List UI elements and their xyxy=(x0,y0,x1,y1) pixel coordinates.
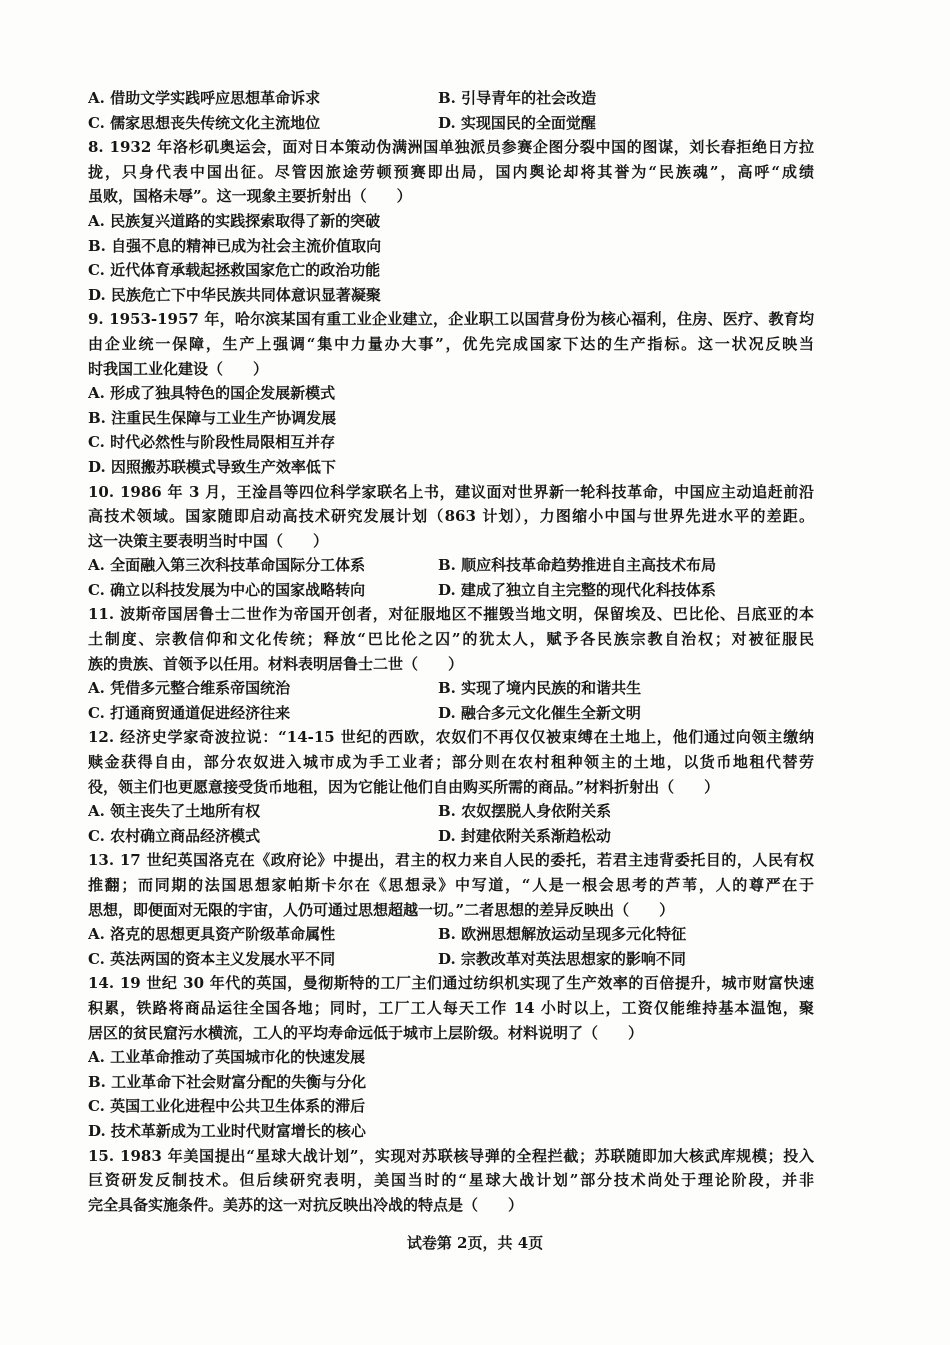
q9-option-a: A. 形成了独具特色的国企发展新模式 xyxy=(88,384,336,403)
q10-option-d: D. 建成了独立自主完整的现代化科技体系 xyxy=(438,580,716,599)
q10-option-b: B. 顺应科技革命趋势推进自主高技术布局 xyxy=(438,556,717,575)
q11-options-row-1 xyxy=(88,676,814,701)
q12-option-a: A. 领主丧失了土地所有权 xyxy=(88,802,261,821)
q9-option-b: B. 注重民生保障与工业生产协调发展 xyxy=(88,408,337,427)
q13-option-b: B. 欧洲思想解放运动呈现多元化特征 xyxy=(438,925,687,944)
q8-stem-line-3: 虽败，国格未辱”。这一现象主要折射出（ ） xyxy=(88,187,412,206)
page-footer: 试卷第 2页，共 4页 xyxy=(406,1234,544,1252)
q13-option-c: C. 英法两国的资本主义发展水平不同 xyxy=(88,949,336,968)
q13-stem-line-3: 思想，即便面对无限的宇宙，人仍可通过思想超越一切。”二者思想的差异反映出（ ） xyxy=(88,900,675,919)
q15-stem-line-1: 15. 1983 年美国提出“星球大战计划”，实现对苏联核导弹的全程拦截；苏联随即加大核武库规模；投入 xyxy=(88,1146,814,1165)
q10-stem-line-1: 10. 1986 年 3 月，王淦昌等四位科学家联名上书，建议面对世界新一轮科技革命，中国应主动追赶前沿 xyxy=(88,482,814,501)
q8-stem-line-1: 8. 1932 年洛杉矶奥运会，面对日本策动伪满洲国单独派员参赛企图分裂中国的图谋，刘长春拒绝日方拉 xyxy=(88,138,814,157)
q14-stem-line-1: 14. 19 世纪 30 年代的英国，曼彻斯特的工厂主们通过纺织机实现了生产效率的百倍提升，城市财富快速 xyxy=(88,974,814,993)
q12-options-row-2 xyxy=(88,824,814,849)
q13-option-a: A. 洛克的思想更具资产阶级革命属性 xyxy=(88,925,336,944)
q7-option-c: C. 儒家思想丧失传统文化主流地位 xyxy=(88,113,321,132)
q13-option-d: D. 宗教改革对英法思想家的影响不同 xyxy=(438,949,686,968)
q7-option-a: A. 借助文学实践呼应思想革命诉求 xyxy=(88,89,321,107)
q13-options-row-1 xyxy=(88,922,814,947)
q12-option-c: C. 农村确立商品经济模式 xyxy=(88,826,261,845)
q10-option-c: C. 确立以科技发展为中心的国家战略转向 xyxy=(88,580,366,599)
q8-option-c: C. 近代体育承载起拯救国家危亡的政治功能 xyxy=(88,261,381,280)
q10-options-row-1 xyxy=(88,553,814,578)
q14-option-a: A. 工业革命推动了英国城市化的快速发展 xyxy=(88,1048,366,1067)
q14-stem-line-3: 居区的贫民窟污水横流，工人的平均寿命远低于城市上层阶级。材料说明了（ ） xyxy=(88,1023,644,1042)
q13-stem-line-2: 推翻；而同期的法国思想家帕斯卡尔在《思想录》中写道，“人是一根会思考的芦苇，人的尊严在于 xyxy=(88,876,814,894)
q7-options-row-2 xyxy=(88,111,814,136)
q12-stem-line-2: 赎金获得自由，部分农奴进入城市成为手工业者；部分则在农村租种领主的土地，以货币地租代替劳 xyxy=(88,753,814,772)
q14-option-b: B. 工业革命下社会财富分配的失衡与分化 xyxy=(88,1072,367,1091)
q14-option-c: C. 英国工业化进程中公共卫生体系的滞后 xyxy=(88,1097,366,1116)
q14-stem-line-2: 积累，铁路将商品运往全国各地；同时，工厂工人每天工作 14 小时以上，工资仅能维持基本温饱，聚 xyxy=(88,998,814,1017)
q10-option-a: A. 全面融入第三次科技革命国际分工体系 xyxy=(88,556,366,575)
exam-content xyxy=(88,86,814,1217)
q11-option-c: C. 打通商贸通道促进经济往来 xyxy=(88,703,291,722)
q14-option-d: D. 技术革新成为工业时代财富增长的核心 xyxy=(88,1121,366,1140)
q12-stem-line-3: 役，领主们也更愿意接受货币地租，因为它能让他们自由购买所需的商品。”材料折射出（ ） xyxy=(88,777,720,796)
q10-stem-line-2: 高技术领域。国家随即启动高技术研究发展计划（863 计划），力图缩小中国与世界先进水平的差距。 xyxy=(88,507,814,526)
q9-stem-line-2: 由企业统一保障，生产上强调“集中力量办大事”，优先完成国家下达的生产指标。这一状况反映当 xyxy=(88,334,814,353)
q8-option-a: A. 民族复兴道路的实践探索取得了新的突破 xyxy=(88,211,381,230)
q12-stem-line-1: 12. 经济史学家奇波拉说：“14-15 世纪的西欧，农奴们不再仅仅被束缚在土地上，他们通过向领主缴纳 xyxy=(88,728,814,747)
q10-stem-line-3: 这一决策主要表明当时中国（ ） xyxy=(88,531,329,550)
q15-stem-line-3: 完全具备实施条件。美苏的这一对抗反映出冷战的特点是（ ） xyxy=(88,1195,524,1214)
q12-options-row-1 xyxy=(88,799,814,824)
q12-option-b: B. 农奴摆脱人身依附关系 xyxy=(438,802,612,821)
q10-options-row-2 xyxy=(88,578,814,603)
q11-options-row-2 xyxy=(88,701,814,726)
q8-stem-line-2: 拢，只身代表中国出征。尽管因旅途劳顿预赛即出局，国内舆论却将其誉为“民族魂”，高呼“成绩 xyxy=(88,162,814,181)
q7-options-row-1 xyxy=(88,86,814,111)
q11-stem-line-1: 11. 波斯帝国居鲁士二世作为帝国开创者，对征服地区不摧毁当地文明，保留埃及、巴比伦、吕底亚的本 xyxy=(88,605,814,624)
q11-stem-line-2: 土制度、宗教信仰和文化传统；释放“巴比伦之囚”的犹太人，赋予各民族宗教自治权；对被征服民 xyxy=(88,630,814,649)
q8-option-d: D. 民族危亡下中华民族共同体意识显著凝聚 xyxy=(88,285,381,304)
q9-stem-line-3: 时我国工业化建设（ ） xyxy=(88,359,269,378)
q7-option-d: D. 实现国民的全面觉醒 xyxy=(438,113,596,132)
q9-option-d: D. 因照搬苏联模式导致生产效率低下 xyxy=(88,457,336,476)
q12-option-d: D. 封建依附关系渐趋松动 xyxy=(438,826,611,845)
q8-option-b: B. 自强不息的精神已成为社会主流价值取向 xyxy=(88,236,382,255)
q9-stem-line-1: 9. 1953-1957 年，哈尔滨某国有重工业企业建立，企业职工以国营身份为核心福利，住房、医疗、教育均 xyxy=(88,310,814,329)
q15-stem-line-2: 巨资研发反制技术。但后续研究表明，美国当时的“星球大战计划”部分技术尚处于理论阶段，并非 xyxy=(88,1171,814,1190)
q7-option-b: B. 引导青年的社会改造 xyxy=(438,89,597,107)
q9-option-c: C. 时代必然性与阶段性局限相互并存 xyxy=(88,433,336,452)
q11-option-a: A. 凭借多元整合维系帝国统治 xyxy=(88,679,291,698)
q13-stem-line-1: 13. 17 世纪英国洛克在《政府论》中提出，君主的权力来自人民的委托，若君主违背委托目的，人民有权 xyxy=(88,851,814,870)
q11-option-b: B. 实现了境内民族的和谐共生 xyxy=(438,679,642,698)
q13-options-row-2 xyxy=(88,947,814,972)
q11-option-d: D. 融合多元文化催生全新文明 xyxy=(438,703,641,722)
q11-stem-line-3: 族的贵族、首领予以任用。材料表明居鲁士二世（ ） xyxy=(88,654,464,673)
